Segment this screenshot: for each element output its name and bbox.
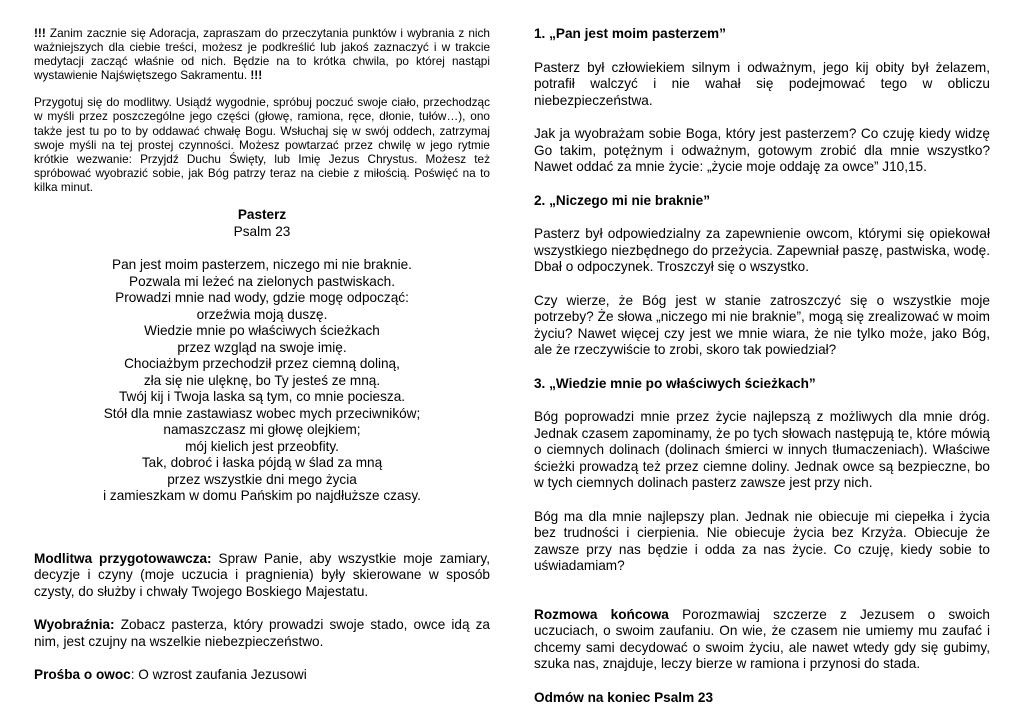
intro-emphasis-end: !!! bbox=[250, 68, 263, 83]
imagination bbox=[34, 617, 490, 650]
point2-paragraph2: Czy wierze, że Bóg jest w stanie zatroszczyć się o wszystkie moje potrzeby? Że słowa „niczego mi nie braknie”, mogą się zrealizować w moim życiu? Nawet więcej czy jest we mnie wiara, że nie tylko może, jako Bóg, ale że rzeczywiście to zrobi, skoro tak powiedział? bbox=[534, 292, 990, 357]
psalm-line: Pozwala mi leżeć na zielonych pastwiskach. bbox=[129, 273, 395, 289]
psalm-line: mój kielich jest przeobfity. bbox=[185, 438, 339, 454]
preparatory-prayer-label: Modlitwa przygotowawcza: bbox=[34, 550, 212, 566]
point3-title bbox=[534, 376, 990, 393]
point2-paragraph1: Pasterz był odpowiedzialny za zapewnienie owcom, którymi się opiekował wszystkiego niezbędnego do przeżycia. Zapewniał paszę, pastwiska, wodę. Dbał o odpoczynek. Troszczył się o wszystko. bbox=[534, 226, 990, 274]
point3-paragraph1: Bóg poprowadzi mnie przez życie najlepszą z możliwych dla mnie dróg. Jednak czasem zapominamy, że po tych słowach następują te, które mówią o ciemnych dolinach (dolinach śmierci w innych tłumaczeniach). Właściwe ścieżki prowadzą też przez ciemne doliny. Jednak owce są bezpieczne, bo w tych ciemnych dolinach pasterz zawsze jest przy nich. bbox=[534, 409, 990, 490]
request-text: : O wzrost zaufania Jezusowi bbox=[130, 667, 307, 683]
psalm-line: zła się nie ulęknę, bo Ty jesteś ze mną. bbox=[143, 372, 381, 388]
right-column bbox=[534, 26, 990, 706]
request-for-fruit bbox=[34, 667, 490, 684]
point2-title bbox=[534, 193, 990, 210]
left-column bbox=[34, 26, 490, 684]
point1-title bbox=[534, 26, 990, 43]
psalm-line: Prowadzi mnie nad wody, gdzie mogę odpocząć: bbox=[115, 290, 409, 306]
point3-title-text: 3. „Wiedzie mnie po właściwych ścieżkach” bbox=[534, 375, 816, 391]
preparation-paragraph: Przygotuj się do modlitwy. Usiądź wygodnie, spróbuj poczuć swoje ciało, przechodząc w myśli przez poszczególne jego części (głowę, ramiona, ręce, dłonie, tułów…), ono także jest tu po to by oddawać chwałę Bogu. Wsłuchaj się w swój oddech, zatrzymaj swoje myśli na tej prostej czynności. Możesz powtarzać przez chwilę w jego rytmie krótkie wezwanie: Przyjdź Duchu Święty, lub Imię Jezus Chrystus. Możesz też spróbować wyobrazić sobie, jak Bóg patrzy teraz na ciebie z miłością. Poświęć na to kilka minut. bbox=[34, 95, 490, 194]
psalm-line: Pan jest moim pasterzem, niczego mi nie braknie. bbox=[112, 257, 412, 273]
point1-paragraph2: Jak ja wyobrażam sobie Boga, który jest pasterzem? Co czuję kiedy widzę Go takim, potężnym i odważnym, gotowym zrobić dla mnie wszystko? Nawet oddać za mnie życie: „życie moje oddaję za owce” J10,15. bbox=[534, 126, 990, 174]
final-instruction bbox=[534, 690, 990, 707]
psalm-line: Stół dla mnie zastawiasz wobec mych przeciwników; bbox=[103, 405, 421, 421]
point2-title-text: 2. „Niczego mi nie braknie” bbox=[534, 192, 711, 208]
psalm-subtitle: Psalm 23 bbox=[233, 223, 291, 239]
psalm-line: Twój kij i Twoja laska są tym, co mnie pociesza. bbox=[118, 389, 406, 405]
intro-text: Zanim zacznie się Adoracja, zapraszam do przeczytania punktów i wybrania z nich ważniejszych dla ciebie treści, możesz je podkreślić lub jakoś zaznaczyć i w trakcie medytacji zacząć właśnie od nich. Będzie na to krótka chwila, po której nastąpi wystawienie Najświętszego Sakramentu. bbox=[34, 26, 490, 83]
preparatory-prayer-text: Spraw Panie, aby wszystkie moje zamiary, decyzje i czyny (moje uczucia i pragnienia) były skierowane w sposób czysty, do służby i chwały Twojego Boskiego Majestatu. bbox=[34, 550, 490, 599]
psalm-line: i zamieszkam w domu Pańskim po najdłuższe czasy. bbox=[103, 488, 421, 504]
intro-emphasis-start: !!! bbox=[34, 26, 46, 40]
final-instruction-text: Odmów na koniec Psalm 23 bbox=[534, 689, 714, 705]
psalm-title-text: Pasterz bbox=[237, 207, 287, 223]
psalm-title bbox=[34, 207, 490, 224]
request-label: Prośba o owoc bbox=[34, 667, 131, 683]
intro-paragraph bbox=[34, 26, 490, 82]
psalm-text bbox=[34, 257, 490, 505]
closing-conversation bbox=[534, 607, 990, 673]
imagination-label: Wyobraźnia: bbox=[34, 617, 115, 633]
point3-paragraph2: Bóg ma dla mnie najlepszy plan. Jednak nie obiecuje mi ciepełka i życia bez trudności i cierpienia. Nie obiecuje życia bez Krzyża. Obiecuje że zawsze przy nas będzie i odda za nas życie. Co czuję, kiedy sobie to uświadamiam? bbox=[534, 508, 990, 573]
psalm-line: przez wzgląd na swoje imię. bbox=[177, 339, 347, 355]
psalm-line: namaszczasz mi głowę olejkiem; bbox=[163, 422, 361, 438]
preparatory-prayer bbox=[34, 551, 490, 601]
psalm-line: Wiedzie mnie po właściwych ścieżkach bbox=[144, 323, 380, 339]
imagination-text: Zobacz pasterza, który prowadzi swoje stado, owce idą za nim, jest czujny na wszelkie niebezpieczeństwo. bbox=[34, 617, 490, 649]
closing-label: Rozmowa końcowa bbox=[534, 606, 669, 622]
closing-text: Porozmawiaj szczerze z Jezusem o swoich uczuciach, o swoim zaufaniu. On wie, że czasem nie umiemy mu zaufać i chcemy sami decydować o swoim życiu, ale nawet wtedy gdy się gubimy, szuka nas, znajduje, leczy bierze w ramiona i przynosi do stada. bbox=[534, 606, 990, 671]
psalm-line: orzeźwia moją duszę. bbox=[196, 306, 328, 322]
psalm-line: przez wszystkie dni mego życia bbox=[167, 471, 357, 487]
psalm-line: Tak, dobroć i łaska pójdą w ślad za mną bbox=[141, 455, 383, 471]
point1-title-text: 1. „Pan jest moim pasterzem” bbox=[534, 26, 726, 41]
point1-paragraph1: Pasterz był człowiekiem silnym i odważnym, jego kij obity był żelazem, potrafił walczyć i nie wahał się podejmować tego w obliczu niebezpieczeństwa. bbox=[534, 59, 990, 108]
psalm-line: Chociażbym przechodził przez ciemną doliną, bbox=[124, 356, 400, 372]
